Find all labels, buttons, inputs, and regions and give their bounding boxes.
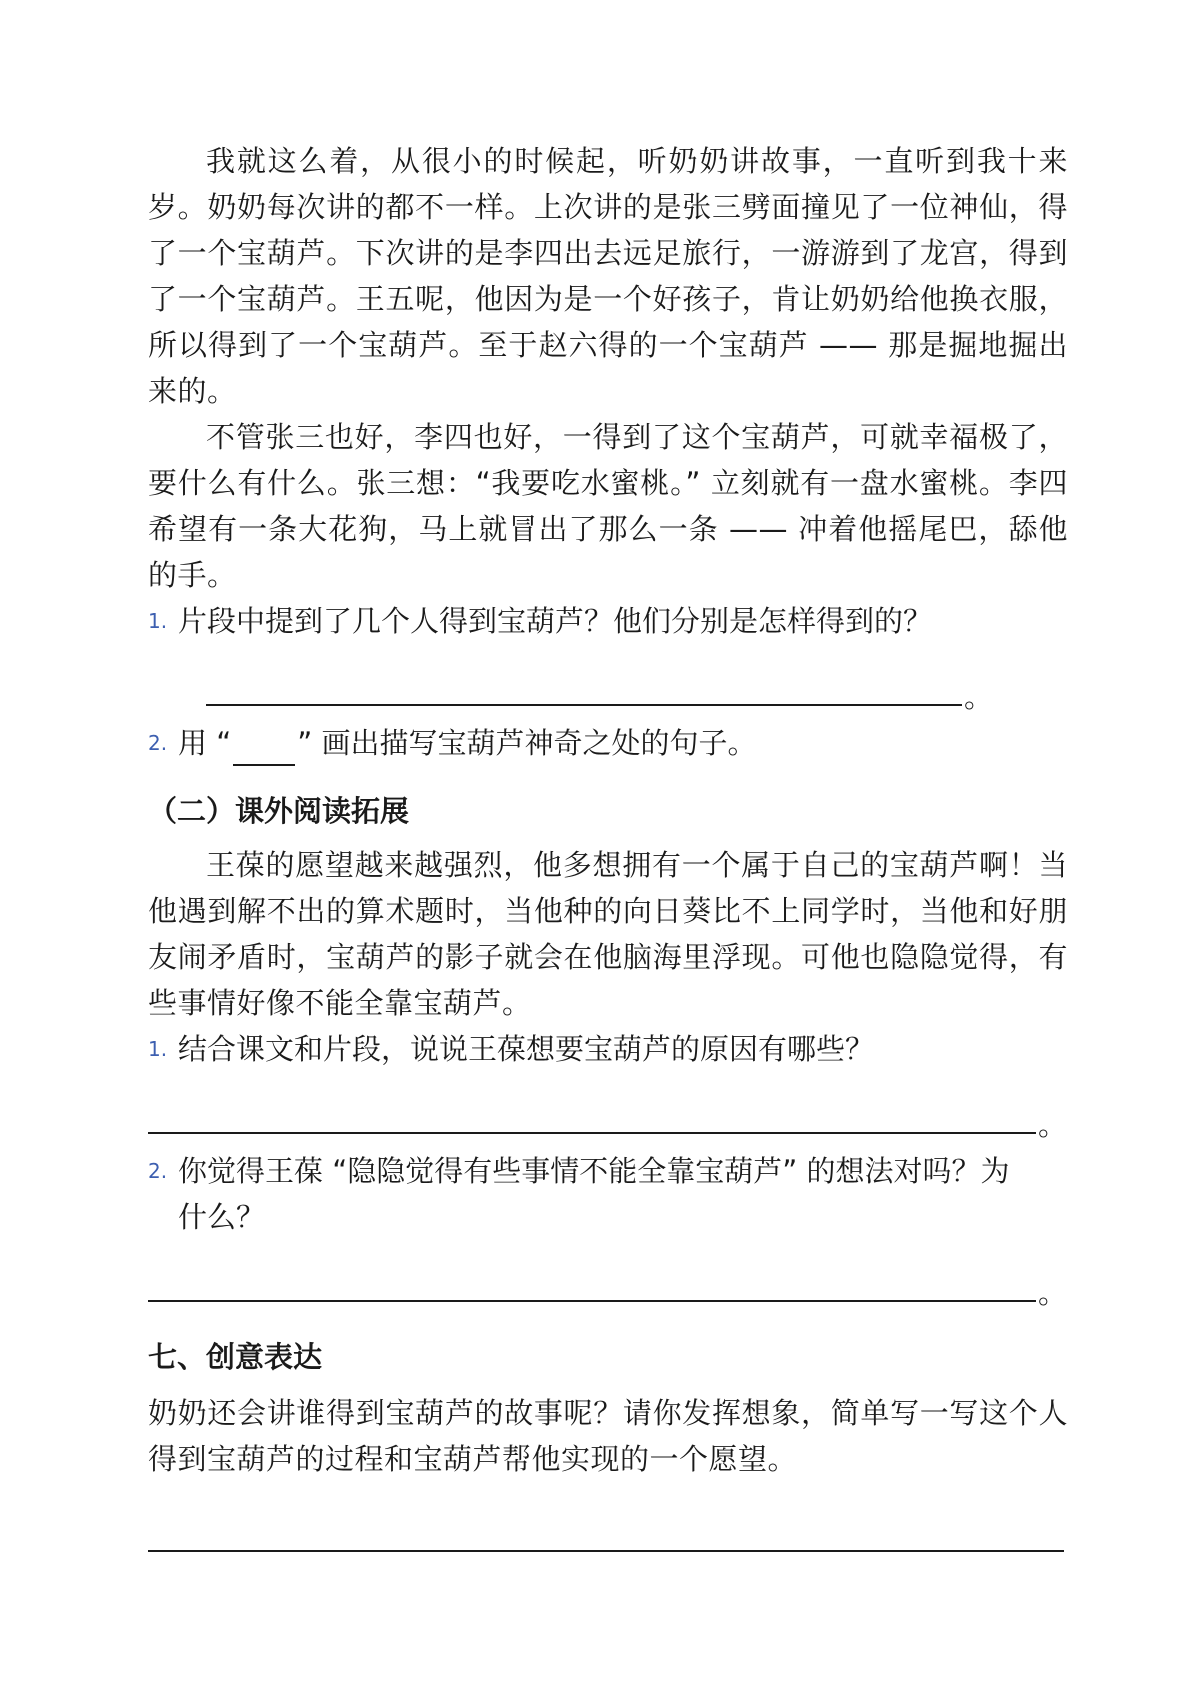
question1-2 [148,720,1068,766]
answer-end-mark: 。 [964,680,994,714]
question-number: 1. [148,609,168,633]
answer-line-1-1[interactable] [148,644,1068,716]
question-text: 结合课文和片段，说说王葆想要宝葫芦的原因有哪些？ [178,1032,875,1066]
answer-line-7[interactable] [148,1482,1068,1562]
answer-end-mark: 。 [1038,1276,1068,1310]
question-text-before: 用 “ [178,726,232,760]
section7-prompt: 奶奶还会讲谁得到宝葫芦的故事呢？请你发挥想象，简单写一写这个人得到宝葫芦的过程和宝葫芦帮他实现的一个愿望。 [148,1396,1068,1476]
answer-line-2-1[interactable] [148,1072,1068,1144]
question2-1 [148,1026,1068,1072]
question2-2 [148,1148,1068,1240]
question-number: 2. [148,1159,168,1183]
section2-passage: 王葆的愿望越来越强烈，他多想拥有一个属于自己的宝葫芦啊！当他遇到解不出的算术题时，当他种的向日葵比不上同学时，当他和好朋友闹矛盾时，宝葫芦的影子就会在他脑海里浮现。可他也隐隐觉得，有些事情好像不能全靠宝葫芦。 [148,848,1068,1020]
question-text: 片段中提到了几个人得到宝葫芦？他们分别是怎样得到的？ [178,604,933,638]
question-number: 1. [148,1037,168,1061]
question-text: 你觉得王葆 “隐隐觉得有些事情不能全靠宝葫芦” 的想法对吗？为什么？ [178,1154,1010,1234]
passage1-paragraph2: 不管张三也好，李四也好，一得到了这个宝葫芦，可就幸福极了，要什么有什么。张三想：“我要吃水蜜桃。” 立刻就有一盘水蜜桃。李四希望有一条大花狗，马上就冒出了那么一条 —— 冲着他摇尾巴，舔他的手。 [148,420,1068,592]
answer-line-2-2[interactable] [148,1240,1068,1312]
worksheet-page [148,138,1068,1562]
question-text-after: ” 画出描写宝葫芦神奇之处的句子。 [297,726,757,760]
question1-1 [148,598,1068,644]
question-number: 2. [148,731,168,755]
section2-heading: （二）课外阅读拓展 [148,794,410,828]
section7-heading: 七、创意表达 [148,1340,323,1374]
answer-end-mark: 。 [1038,1108,1068,1142]
underline-sample [233,736,295,766]
passage1-paragraph1: 我就这么着，从很小的时候起，听奶奶讲故事，一直听到我十来岁。奶奶每次讲的都不一样。上次讲的是张三劈面撞见了一位神仙，得了一个宝葫芦。下次讲的是李四出去远足旅行，一游游到了龙宫，得到了一个宝葫芦。王五呢，他因为是一个好孩子，肯让奶奶给他换衣服，所以得到了一个宝葫芦。至于赵六得的一个宝葫芦 —— 那是掘地掘出来的。 [148,144,1068,408]
